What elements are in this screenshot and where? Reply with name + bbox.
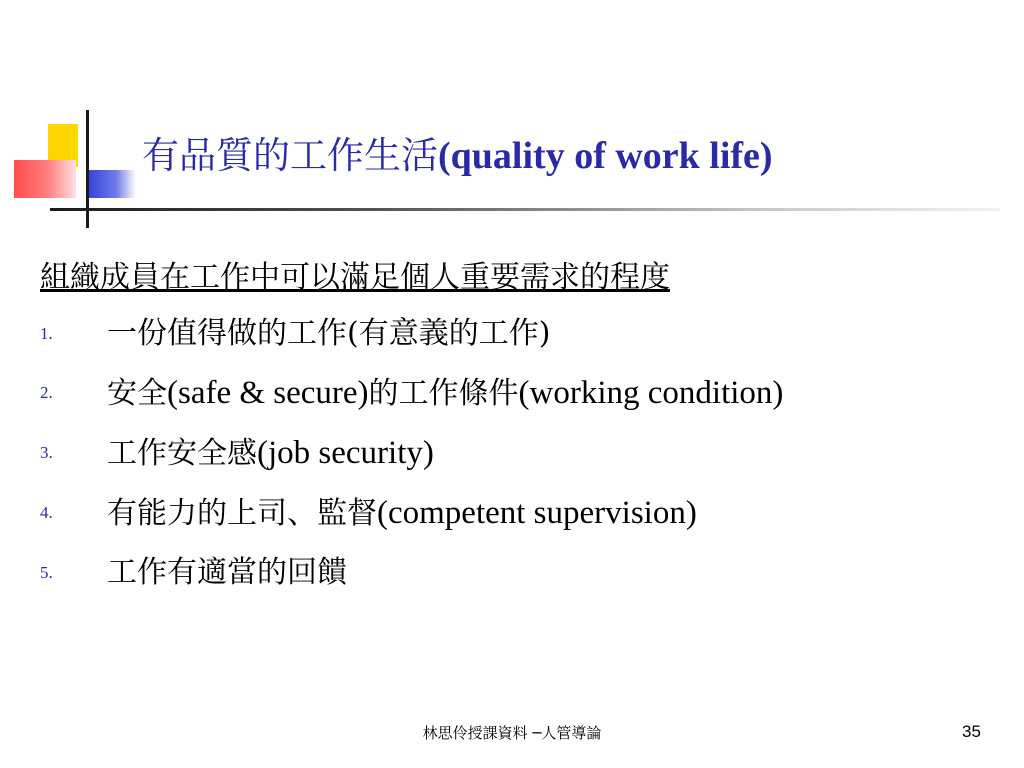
page-number: 35: [962, 722, 981, 741]
item-number: 5.: [40, 563, 53, 582]
item-text-zh: 工作安全感: [107, 436, 257, 471]
item-number: 3.: [40, 443, 53, 462]
item-text: [107, 370, 927, 417]
item-text-zh2: 的工作條件: [368, 376, 519, 411]
item-text: [107, 496, 697, 531]
list-item: [40, 490, 1000, 537]
slide-title: [142, 128, 1022, 184]
item-list: [40, 311, 1000, 609]
item-number: 2.: [40, 383, 53, 402]
decorative-red-square: [14, 160, 76, 198]
list-item: [40, 370, 1000, 417]
slide-heading: 組織成員在工作中可以滿足個人重要需求的程度: [40, 260, 670, 295]
item-number: 1.: [40, 324, 53, 343]
item-text: [107, 436, 434, 471]
title-chinese: 有品質的工作生活: [142, 134, 438, 177]
item-text-en: (job security): [257, 435, 434, 471]
decorative-blue-square: [86, 170, 136, 198]
item-text: 一份值得做的工作(有意義的工作): [107, 316, 551, 351]
title-divider-line: [50, 208, 1000, 211]
item-number: 4.: [40, 503, 53, 522]
list-item: [40, 550, 1000, 596]
item-text-en: (safe & secure): [167, 375, 369, 411]
list-item: [40, 311, 1000, 357]
item-text-zh: 安全: [107, 376, 167, 411]
list-item: [40, 430, 1000, 477]
item-text-zh: 有能力的上司、監督: [107, 496, 377, 531]
item-text-en: (competent supervision): [377, 495, 697, 531]
item-text: 工作有適當的回饋: [107, 555, 347, 590]
item-text-en2: (working condition): [518, 375, 784, 411]
title-english: (quality of work life): [438, 135, 773, 177]
slide-footer: 林思伶授課資料 ─人管導論: [422, 724, 602, 742]
